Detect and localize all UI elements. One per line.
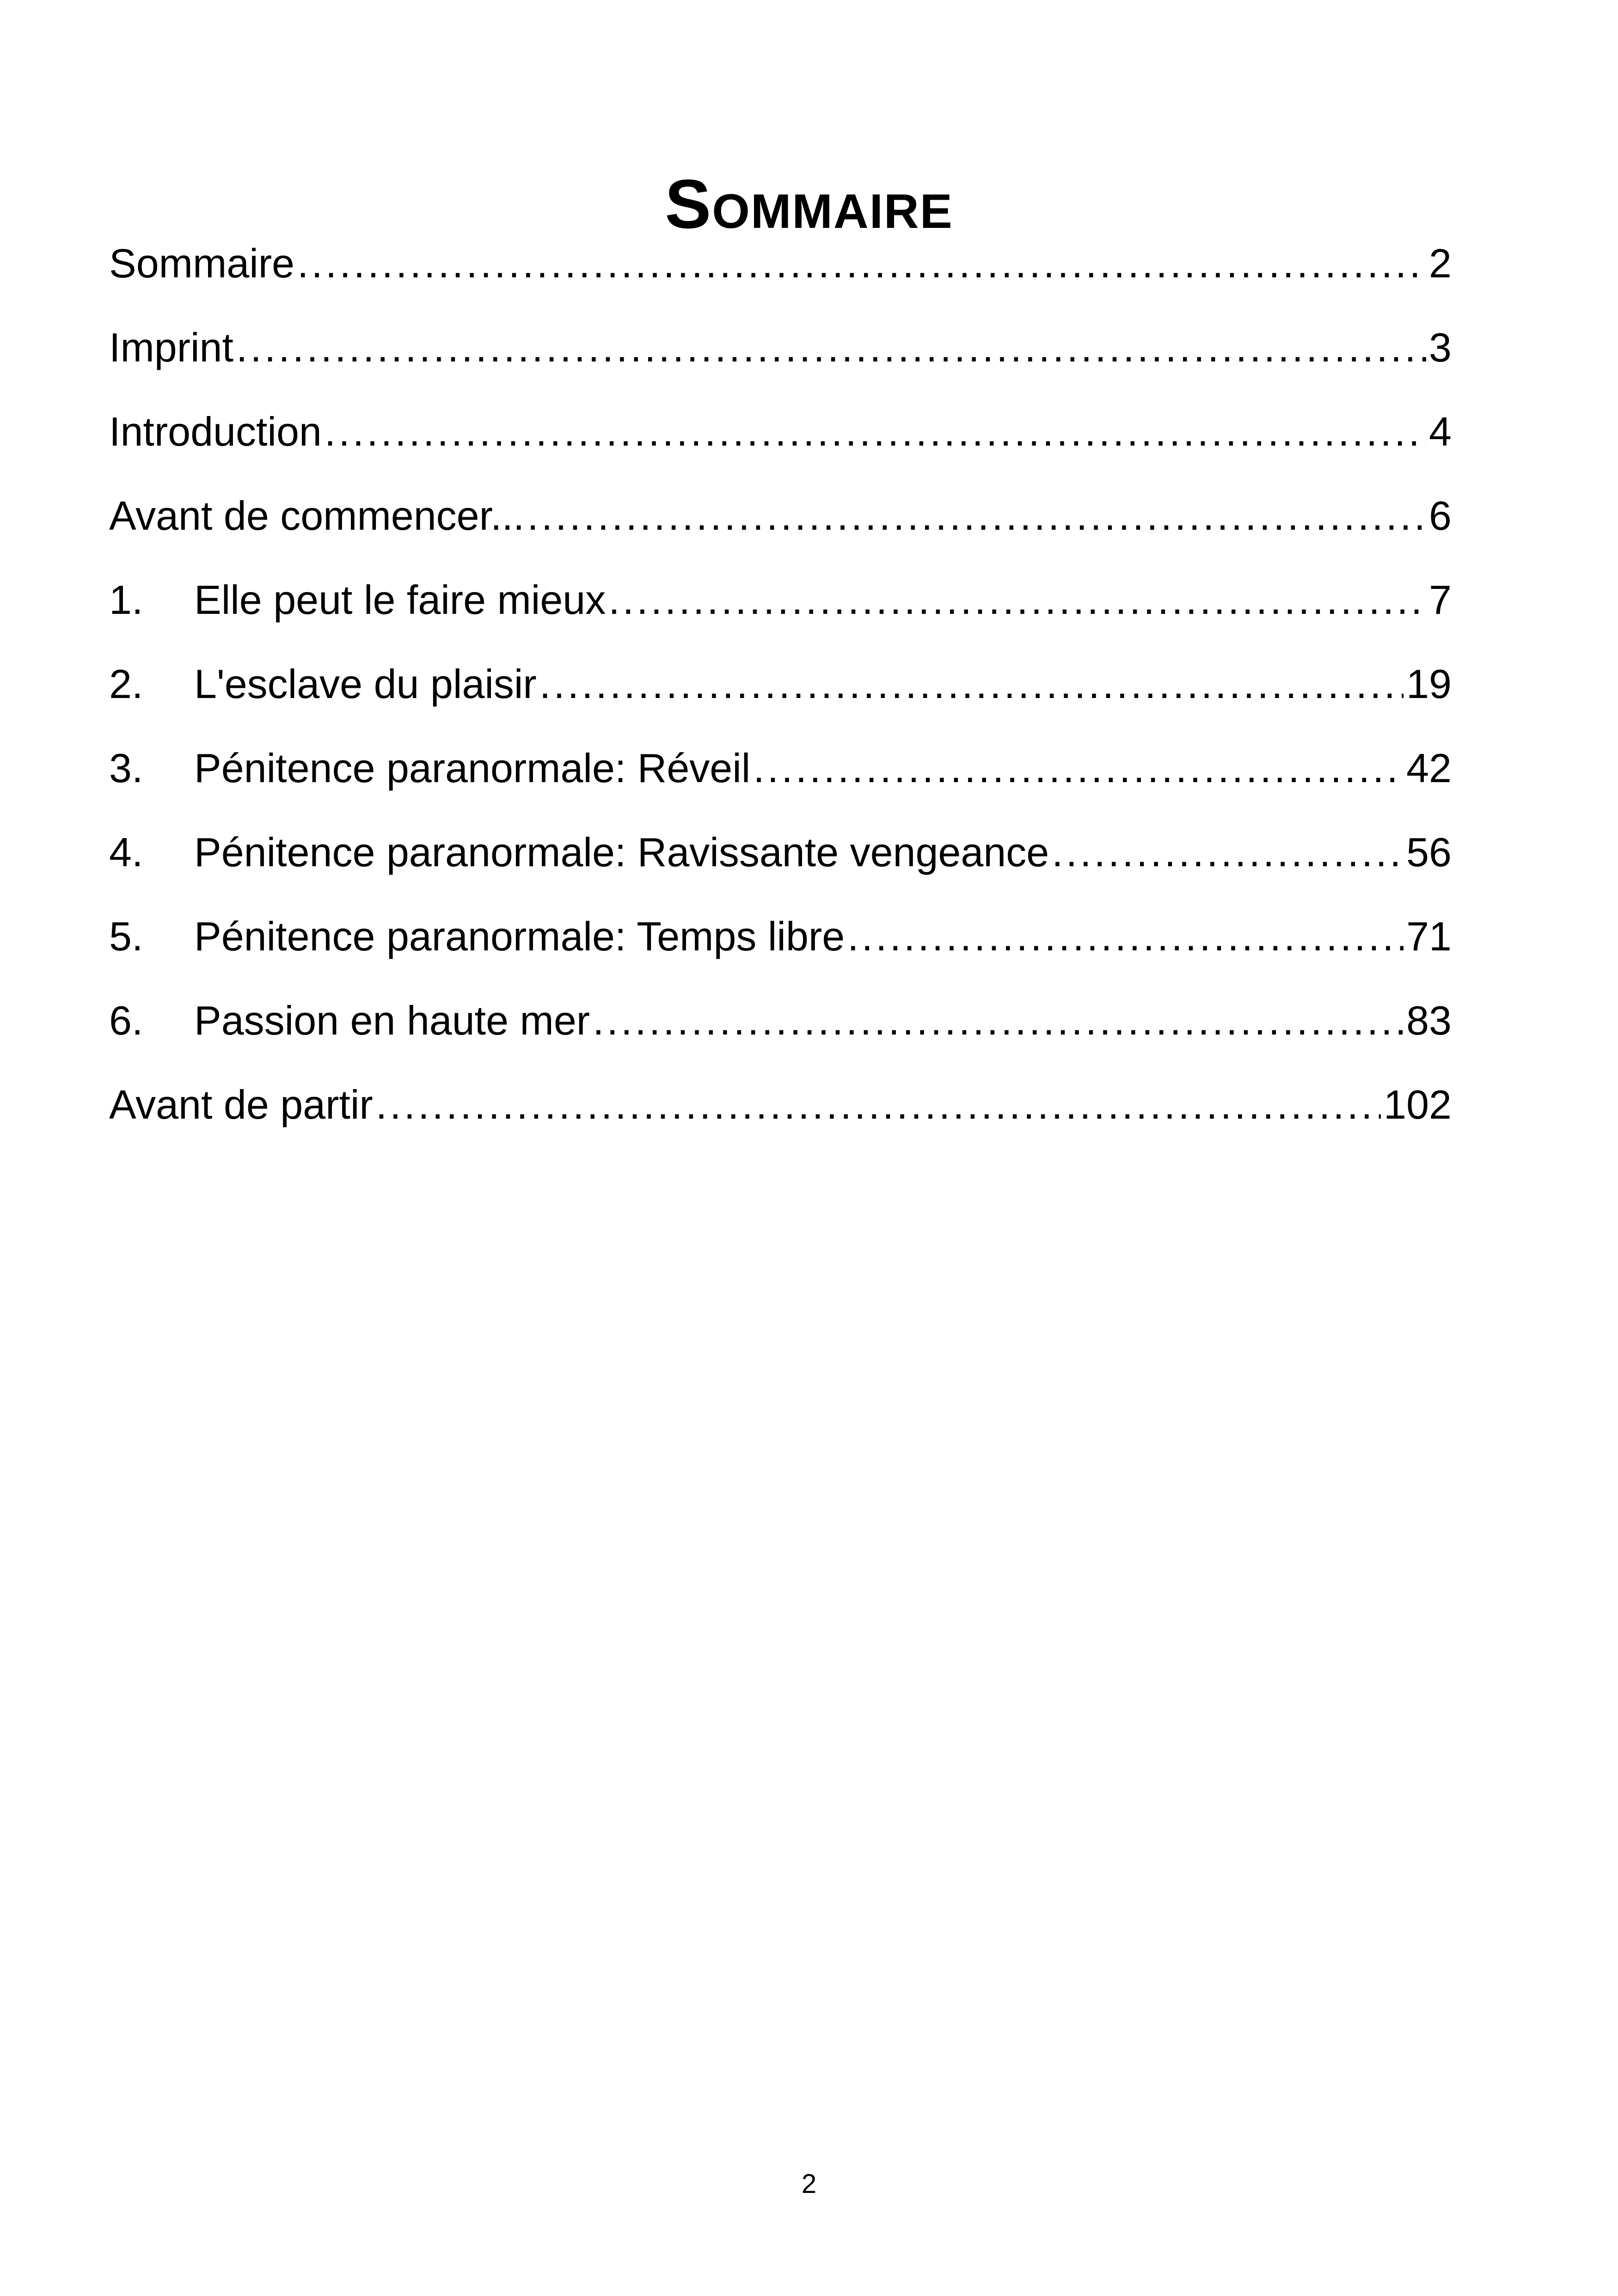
- toc-entry-label: L'esclave du plaisir: [194, 661, 537, 707]
- toc-leader-dots: [376, 1077, 1381, 1133]
- toc-entry-chapter-2[interactable]: [109, 656, 1452, 741]
- toc-leader-dots: [527, 488, 1426, 544]
- toc-entry-page: 4: [1429, 409, 1452, 454]
- toc-entry-avant-de-commencer[interactable]: [109, 488, 1452, 572]
- toc-entry-page: 71: [1406, 913, 1452, 959]
- toc-entry-label: Pénitence paranormale: Réveil: [194, 745, 751, 791]
- toc-leader-dots: [608, 572, 1426, 628]
- toc-entry-avant-de-partir[interactable]: [109, 1077, 1452, 1161]
- toc-entry-label: Elle peut le faire mieux: [194, 577, 606, 623]
- toc-leader-dots: [753, 741, 1403, 796]
- toc-leader-dots: [297, 236, 1426, 291]
- toc-entry-number: 1.: [109, 577, 143, 623]
- toc-entry-sommaire[interactable]: [109, 236, 1452, 320]
- toc-leader-dots: [593, 993, 1403, 1048]
- table-of-contents: [109, 236, 1452, 1161]
- toc-entry-label: Pénitence paranormale: Ravissante vengeance: [194, 829, 1049, 875]
- toc-entry-chapter-6[interactable]: [109, 993, 1452, 1077]
- toc-entry-label: Sommaire: [109, 240, 294, 286]
- footer-page-number: 2: [801, 2169, 817, 2199]
- page-title: Sommaire: [665, 165, 953, 243]
- toc-entry-label: Passion en haute mer: [194, 998, 590, 1043]
- toc-entry-chapter-3[interactable]: [109, 741, 1452, 825]
- toc-entry-page: 19: [1406, 661, 1452, 707]
- toc-leader-dots: [847, 909, 1403, 964]
- toc-entry-number: 2.: [109, 661, 143, 707]
- toc-entry-label: Avant de partir: [109, 1082, 373, 1127]
- toc-entry-page: 2: [1429, 240, 1452, 286]
- toc-entry-chapter-4[interactable]: [109, 825, 1452, 909]
- toc-entry-chapter-1[interactable]: [109, 572, 1452, 656]
- toc-entry-page: 83: [1406, 998, 1452, 1043]
- toc-entry-imprint[interactable]: [109, 320, 1452, 404]
- toc-entry-page: 6: [1429, 493, 1452, 539]
- toc-entry-introduction[interactable]: [109, 404, 1452, 488]
- toc-entry-page: 42: [1406, 745, 1452, 791]
- toc-entry-page: 56: [1406, 829, 1452, 875]
- toc-entry-label: Pénitence paranormale: Temps libre: [194, 913, 845, 959]
- toc-entry-label: Introduction: [109, 409, 322, 454]
- toc-entry-chapter-5[interactable]: [109, 909, 1452, 993]
- toc-entry-label: Avant de commencer...: [109, 493, 525, 539]
- toc-leader-dots: [539, 656, 1403, 712]
- toc-entry-number: 5.: [109, 913, 143, 959]
- toc-entry-page: 102: [1384, 1082, 1452, 1127]
- toc-entry-number: 3.: [109, 745, 143, 791]
- toc-entry-number: 6.: [109, 998, 143, 1043]
- toc-leader-dots: [325, 404, 1426, 459]
- toc-entry-label: Imprint: [109, 325, 233, 370]
- toc-entry-page: 3: [1429, 325, 1452, 370]
- toc-leader-dots: [1052, 825, 1403, 880]
- toc-leader-dots: [236, 320, 1426, 375]
- toc-entry-number: 4.: [109, 829, 143, 875]
- toc-entry-page: 7: [1429, 577, 1452, 623]
